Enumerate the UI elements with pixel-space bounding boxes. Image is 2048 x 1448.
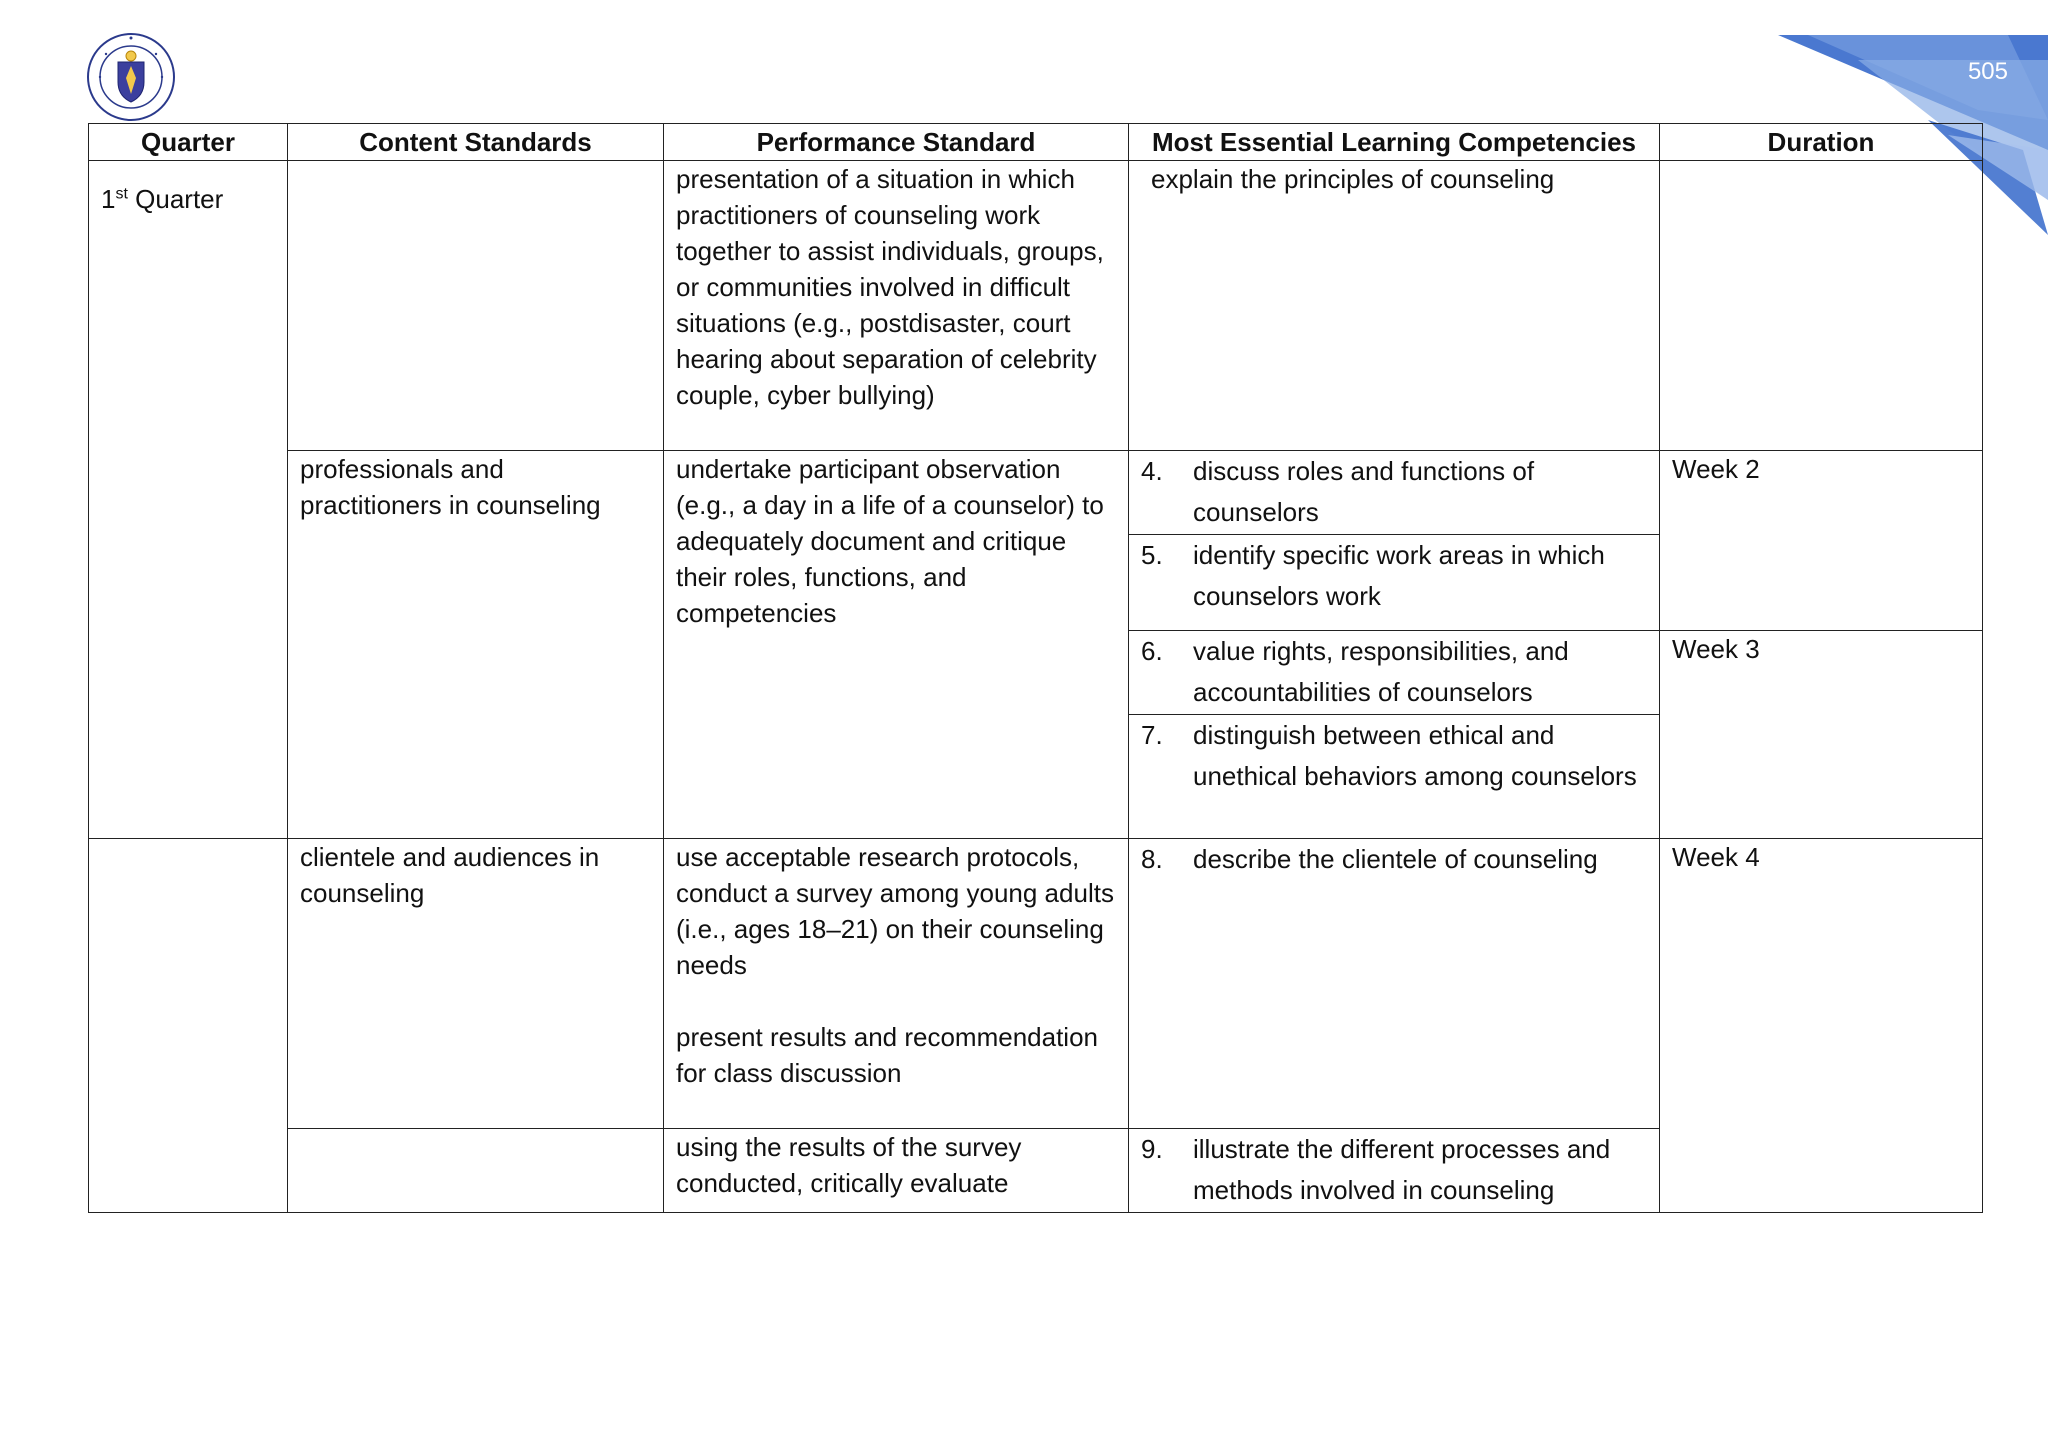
competency-item [1141,715,1647,797]
curriculum-table [88,123,1983,1213]
competency-cell [1129,161,1660,451]
deped-seal-icon [86,32,176,122]
performance-standard-cell: presentation of a situation in which practitioners of counseling work together to assist individuals, groups, or communities involved in difficult situations (e.g., postdisaster, court hearing about separation of celebrity couple, cyber bullying) [664,161,1129,451]
competency-cell [1129,839,1660,1129]
competency-number: 8. [1141,844,1163,874]
quarter-suffix-sup: st [115,185,128,203]
competency-number: 9. [1141,1134,1163,1164]
header-competencies: Most Essential Learning Competencies [1129,124,1660,161]
performance-text: present results and recommendation for class discussion [676,1022,1099,1088]
duration-cell [1660,161,1983,451]
competency-text: explain the principles of counseling [1151,164,1555,194]
competency-item [1141,1129,1647,1211]
table-row [89,161,1983,451]
header-performance-standard: Performance Standard [664,124,1129,161]
competency-item [1141,839,1647,880]
competency-number: 4. [1141,456,1163,486]
competency-text: describe the clientele of counseling [1193,844,1598,874]
competency-number: 5. [1141,540,1163,570]
table-row [89,839,1983,1129]
quarter-word: Quarter [127,184,224,214]
competency-text: identify specific work areas in which counselors work [1193,540,1605,611]
duration-cell: Week 3 [1660,631,1983,839]
competency-cell [1129,451,1660,535]
header-content-standards: Content Standards [288,124,664,161]
competency-item [1141,631,1647,713]
competency-text: distinguish between ethical and unethical behaviors among counselors [1193,720,1637,791]
table-header-row [89,124,1983,161]
competency-cell [1129,631,1660,715]
duration-cell: Week 4 [1660,839,1983,1213]
competency-cell [1129,1129,1660,1213]
performance-standard-cell: undertake participant observation (e.g., a day in a life of a counselor) to adequately document and critique their roles, functions, and competencies [664,451,1129,839]
competency-item [1141,451,1647,533]
competency-text: illustrate the different processes and methods involved in counseling [1193,1134,1611,1205]
competency-text: value rights, responsibilities, and accountabilities of counselors [1193,636,1569,707]
competency-number: 6. [1141,636,1163,666]
competency-cell [1129,715,1660,839]
table-row [89,451,1983,535]
content-standard-cell: professionals and practitioners in counseling [288,451,664,839]
performance-standard-cell [664,839,1129,1129]
quarter-cell [89,161,288,839]
quarter-cell-empty [89,839,288,1213]
competency-cell [1129,535,1660,631]
competency-text: discuss roles and functions of counselors [1193,456,1535,527]
quarter-number: 1 [101,184,116,214]
performance-text: use acceptable research protocols, conduct a survey among young adults (i.e., ages 18–21) on their counseling needs [676,842,1114,980]
header-quarter: Quarter [89,124,288,161]
content-standard-cell: clientele and audiences in counseling [288,839,664,1129]
page-number: 505 [1967,58,2008,85]
performance-standard-cell: using the results of the survey conducted, critically evaluate [664,1129,1129,1213]
competency-item [1141,535,1647,617]
content-standard-cell [288,161,664,451]
duration-cell: Week 2 [1660,451,1983,631]
competency-number: 7. [1141,720,1163,750]
content-standard-cell [288,1129,664,1213]
header-duration: Duration [1660,124,1983,161]
